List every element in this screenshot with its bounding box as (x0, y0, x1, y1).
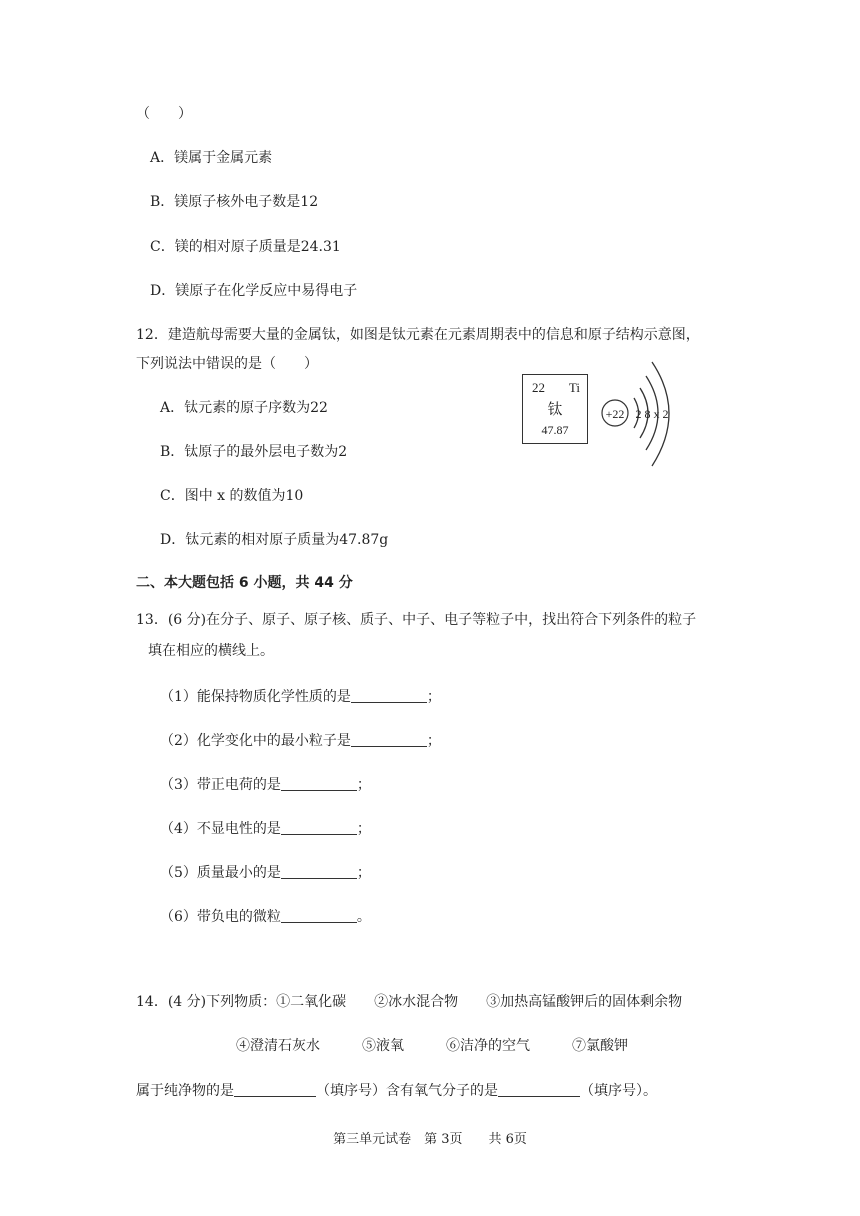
q12-option-d: D．钛元素的相对原子质量为47.87g (160, 532, 389, 548)
q14-stem-line2: ④澄清石灰水 ⑤液氧 ⑥洁净的空气 ⑦氯酸钾 (236, 1038, 628, 1054)
q12-option-b: B．钛原子的最外层电子数为2 (160, 444, 348, 460)
periodic-table-cell (522, 374, 588, 444)
q13-item-1: （1）能保持物质化学性质的是 ； (160, 686, 441, 707)
answer-blank[interactable] (281, 906, 357, 923)
q12-option-a: A．钛元素的原子序数为22 (160, 400, 328, 416)
q11-option-c: C．镁的相对原子质量是24.31 (150, 239, 341, 255)
q13-item-5: （5）质量最小的是 ； (160, 862, 371, 883)
section-2-heading: 二、本大题包括 6 小题，共 44 分 (136, 575, 353, 591)
q13-item-3: （3）带正电荷的是 ； (160, 774, 371, 795)
answer-blank[interactable] (351, 686, 427, 703)
answer-blank[interactable] (281, 774, 357, 791)
atomic-number: 22 (532, 380, 545, 395)
q13-stem-line2: 填在相应的横线上。 (148, 643, 274, 659)
q11-option-b: B．镁原子核外电子数是12 (150, 194, 319, 210)
q13-item-4: （4）不显电性的是 ； (160, 818, 371, 839)
q11-answer-paren: （ ） (136, 106, 192, 122)
atomic-mass: 47.87 (541, 423, 569, 437)
q11-option-a: A．镁属于金属元素 (150, 150, 273, 166)
answer-blank[interactable] (234, 1080, 316, 1097)
answer-blank[interactable] (281, 818, 357, 835)
element-name: 钛 (547, 402, 563, 418)
answer-blank[interactable] (351, 730, 427, 747)
answer-blank[interactable] (498, 1080, 580, 1097)
q12-stem-line2: 下列说法中错误的是（ ） (136, 356, 318, 372)
q14-answer-line: 属于纯净物的是 （填序号）含有氧气分子的是 （填序号）。 (136, 1080, 657, 1101)
answer-blank[interactable] (281, 862, 357, 879)
q12-option-c: C．图中 x 的数值为10 (160, 488, 304, 504)
page-footer: 第三单元试卷 第 3页 共 6页 (333, 1132, 527, 1147)
q11-option-d: D．镁原子在化学反应中易得电子 (150, 283, 358, 299)
element-symbol: Ti (568, 380, 580, 395)
q14-stem-line1: 14．(4 分)下列物质：①二氧化碳 ②冰水混合物 ③加热高锰酸钾后的固体剩余物 (136, 994, 683, 1010)
q13-item-6: （6）带负电的微粒 。 (160, 906, 371, 927)
q13-item-2: （2）化学变化中的最小粒子是 ； (160, 730, 441, 751)
q12-stem-line1: 12．建造航母需要大量的金属钛，如图是钛元素在元素周期表中的信息和原子结构示意图， (136, 327, 700, 343)
q13-stem-line1: 13．(6 分)在分子、原子、原子核、质子、中子、电子等粒子中，找出符合下列条件的粒子 (136, 612, 697, 628)
atomic-structure-diagram (598, 360, 688, 472)
shell-electron-counts: 2 8 x 2 (635, 407, 669, 421)
nucleus-charge: +22 (605, 407, 625, 421)
